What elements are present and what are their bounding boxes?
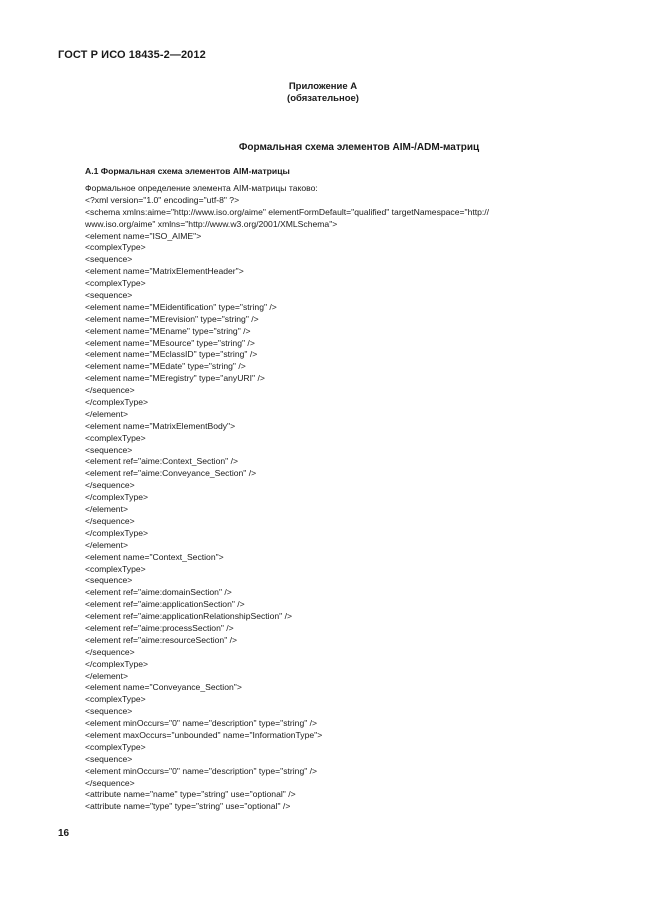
code-line: <attribute name="type" type="string" use="optional" /> [85, 801, 291, 812]
code-line: <element name="Context_Section"> [85, 551, 224, 562]
code-line: <element minOccurs="0" name="description" type="string" /> [85, 765, 318, 776]
code-line: <sequence> [85, 444, 133, 455]
code-line: </complexType> [85, 397, 149, 408]
code-line: <element minOccurs="0" name="description" type="string" /> [85, 718, 318, 729]
code-line: </element> [85, 670, 128, 681]
code-line: </sequence> [85, 385, 135, 396]
section-title-text: Формальная схема элементов AIM-/ADM-матриц [238, 142, 480, 153]
code-line: <element name="MEname" type="string" /> [85, 325, 251, 336]
code-line: <element name="MEsource" type="string" /> [85, 337, 255, 348]
code-line: <element ref="aime:applicationRelationshipSection" /> [85, 611, 292, 622]
code-line: </complexType> [85, 527, 149, 538]
code-line: </sequence> [85, 646, 135, 657]
code-line: </element> [85, 539, 128, 550]
intro-text: Формальное определение элемента AIM-матрицы таково: [85, 183, 318, 193]
code-line: <sequence> [85, 706, 133, 717]
code-line: <complexType> [85, 278, 146, 289]
code-line: <complexType> [85, 563, 146, 574]
code-line: <complexType> [85, 432, 146, 443]
code-line: <?xml version="1.0" encoding="utf-8" ?> [85, 194, 240, 205]
standard-code-header: ГОСТ Р ИСО 18435-2—2012 [58, 49, 206, 61]
code-line: <element name="MatrixElementHeader"> [85, 266, 244, 277]
code-line: <sequence> [85, 290, 133, 301]
code-line: <element name="MEclassID" type="string" /> [85, 349, 258, 360]
code-line: <element name="MEregistry" type="anyURI" /> [85, 373, 265, 384]
code-line: <element name="Conveyance_Section"> [85, 682, 242, 693]
code-line: <element maxOccurs="unbounded" name="InformationType"> [85, 729, 323, 740]
code-line: <sequence> [85, 254, 133, 265]
code-line: <element name="MEdate" type="string" /> [85, 361, 246, 372]
section-title [0, 142, 646, 153]
code-line: <element ref="aime:applicationSection" /> [85, 599, 245, 610]
code-line: </sequence> [85, 480, 135, 491]
code-line: <schema xmlns:aime="http://www.iso.org/aime" elementFormDefault="qualified" targetNamespace="http:// [85, 206, 490, 217]
code-line: <element ref="aime:resourceSection" /> [85, 634, 238, 645]
schema-listing [85, 183, 585, 813]
code-line: <element ref="aime:domainSection" /> [85, 587, 232, 598]
code-line: </element> [85, 504, 128, 515]
code-line: <element ref="aime:processSection" /> [85, 622, 234, 633]
code-line: <sequence> [85, 575, 133, 586]
annex-status: (обязательное) [287, 93, 359, 104]
code-line: </element> [85, 408, 128, 419]
code-line: <element ref="aime:Conveyance_Section" /> [85, 468, 257, 479]
code-line: </complexType> [85, 492, 149, 503]
code-line: www.iso.org/aime" xmlns="http://www.w3.org/2001/XMLSchema"> [85, 218, 338, 229]
code-line: <attribute name="name" type="string" use="optional" /> [85, 789, 296, 800]
code-line: <element name="ISO_AIME"> [85, 230, 202, 241]
annex-title: Приложение А [288, 81, 358, 92]
code-line: <element name="MEidentification" type="string" /> [85, 301, 277, 312]
code-line: <element ref="aime:Context_Section" /> [85, 456, 238, 467]
code-line: </sequence> [85, 777, 135, 788]
code-line: <sequence> [85, 753, 133, 764]
code-line: <complexType> [85, 242, 146, 253]
subsection-title: А.1 Формальная схема элементов AIM-матрицы [85, 166, 290, 176]
code-line: <complexType> [85, 694, 146, 705]
page-number: 16 [58, 828, 70, 839]
code-line: </complexType> [85, 658, 149, 669]
code-line: <element name="MErevision" type="string" /> [85, 313, 259, 324]
code-line: <complexType> [85, 741, 146, 752]
code-line: <element name="MatrixElementBody"> [85, 420, 236, 431]
code-line: </sequence> [85, 515, 135, 526]
